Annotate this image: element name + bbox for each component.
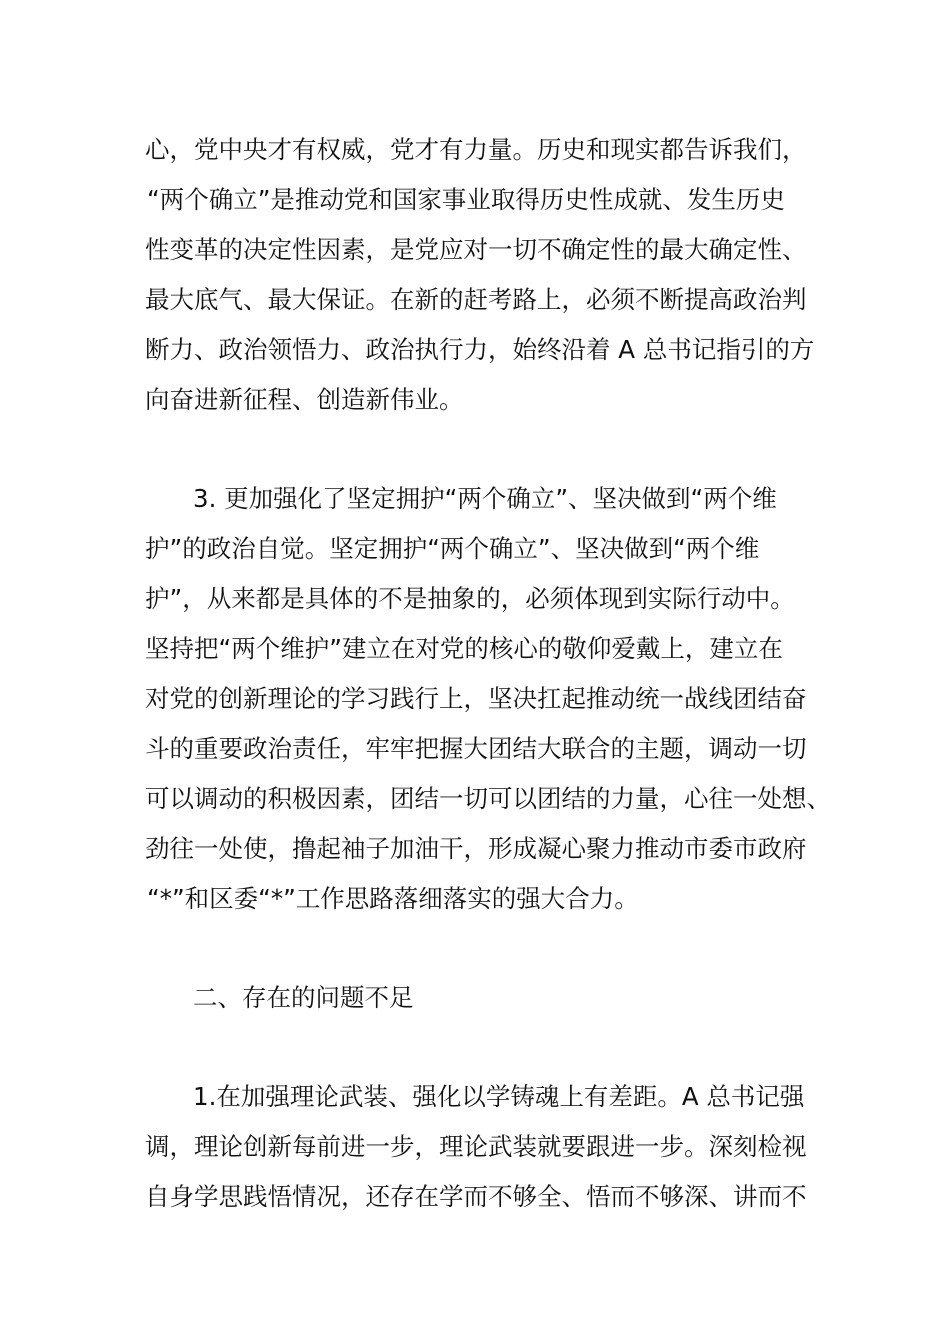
paragraph-line: 护”，从来都是具体的不是抽象的，必须体现到实际行动中。	[145, 584, 795, 613]
paragraph-line: 护”的政治自觉。坚定拥护“两个确立”、坚决做到“两个维	[145, 534, 760, 563]
paragraph-line: 性变革的决定性因素，是党应对一切不确定性的最大确定性、	[145, 235, 807, 264]
paragraph-line: 劲往一处使，撸起袖子加油干，形成凝心聚力推动市委市政府	[145, 834, 807, 863]
paragraph-line: “两个确立”是推动党和国家事业取得历史性成就、发生历史	[147, 185, 785, 214]
paragraph-line: 自身学思践悟情况，还存在学而不够全、悟而不够深、讲而不	[145, 1182, 807, 1211]
paragraph-line: 3. 更加强化了坚定拥护“两个确立”、坚决做到“两个维	[193, 484, 777, 513]
paragraph-line: 对党的创新理论的学习践行上，坚决扛起推动统一战线团结奋	[145, 684, 807, 713]
paragraph-line: 向奋进新征程、创造新伟业。	[145, 385, 464, 414]
paragraph-line: 心，党中央才有权威，党才有力量。历史和现实都告诉我们，	[145, 135, 807, 164]
paragraph-line: 调，理论创新每前进一步，理论武装就要跟进一步。深刻检视	[145, 1132, 807, 1161]
paragraph-line: 最大底气、最大保证。在新的赶考路上，必须不断提高政治判	[145, 285, 807, 314]
paragraph-line: 坚持把“两个维护”建立在对党的核心的敬仰爱戴上，建立在	[145, 634, 783, 663]
paragraph-line: 斗的重要政治责任，牢牢把握大团结大联合的主题，调动一切	[145, 734, 807, 763]
paragraph-line: 可以调动的积极因素，团结一切可以团结的力量，心往一处想、	[145, 784, 831, 813]
paragraph-line: “*”和区委“*”工作思路落细落实的强大合力。	[147, 884, 639, 913]
section-heading: 二、存在的问题不足	[193, 983, 414, 1012]
paragraph-line: 1.在加强理论武装、强化以学铸魂上有差距。A 总书记强	[193, 1082, 805, 1111]
paragraph-line: 断力、政治领悟力、政治执行力，始终沿着 A 总书记指引的方	[145, 335, 815, 364]
